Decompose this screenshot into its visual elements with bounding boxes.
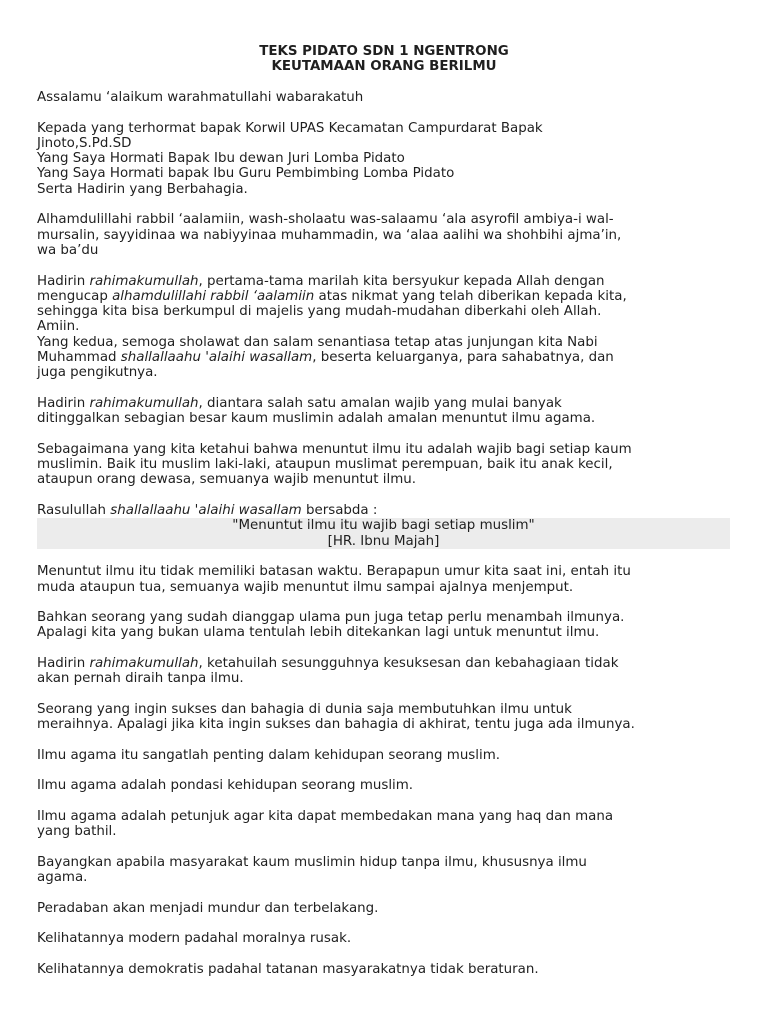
guidance-paragraph: Ilmu agama adalah petunjuk agar kita dapat membedakan mana yang haq dan mana yang bathil.: [37, 808, 614, 840]
addressees-paragraph: Kepada yang terhormat bapak Korwil UPAS Kecamatan Campurdarat Bapak Jinoto,S.Pd.SD Yang Saya Hormati Bapak Ibu dewan Juri Lomba Pidato Yang Saya Hormati bapak Ibu Guru Pembimbing Lomba Pidato Serta Hadirin yang Berbahagia.: [37, 120, 543, 197]
civilization-paragraph: Peradaban akan menjadi mundur dan terbelakang.: [37, 900, 379, 916]
seeking-knowledge-paragraph: Sebagaimana yang kita ketahui bahwa menuntut ilmu itu adalah wajib bagi setiap kaum muslimin. Baik itu muslim laki-laki, ataupun muslimat perempuan, baik itu anak kecil, ataupun orang dewasa, semuanya wajib menuntut ilmu.: [37, 441, 632, 488]
italic-term: rahimakumullah: [89, 395, 199, 411]
foundation-paragraph: Ilmu agama adalah pondasi kehidupan seorang muslim.: [37, 778, 414, 794]
italic-term: shallallaahu 'alaihi wasallam: [110, 503, 302, 519]
success-paragraph: [37, 656, 737, 687]
italic-term: shallallaahu 'alaihi wasallam: [120, 350, 313, 366]
document-body: [37, 90, 737, 993]
importance-paragraph: Ilmu agama itu sangatlah penting dalam kehidupan seorang muslim.: [37, 747, 501, 763]
dunia-akhirat-paragraph: Seorang yang ingin sukses dan bahagia di dunia saja membutuhkan ilmu untuk meraihnya. Apalagi jika kita ingin sukses dan bahagia di akhirat, tentu juga ada ilmunya.: [37, 701, 635, 733]
document-title: TEKS PIDATO SDN 1 NGENTRONG: [259, 44, 509, 59]
hadith-intro-paragraph: [37, 503, 737, 518]
text-span: bersabda :: [301, 503, 378, 519]
text-span: Hadirin: [37, 395, 90, 411]
text-span: Hadirin: [37, 655, 90, 671]
obligation-paragraph: [37, 396, 737, 427]
opening-prayer-paragraph: Alhamdulillahi rabbil ‘aalamiin, wash-sholaatu was-salaamu ‘ala asyrofil ambiya-i wal- mursalin, sayyidinaa wa nabiyyinaa muhammadin, wa ‘alaa aalihi wa shohbihi ajma’in, wa ba’du: [37, 212, 622, 258]
italic-term: rahimakumullah: [89, 273, 199, 289]
no-time-limit-paragraph: Menuntut ilmu itu tidak memiliki batasan waktu. Berapapun umur kita saat ini, entah itu muda ataupun tua, semuanya wajib menuntut ilmu sampai ajalnya menjemput.: [37, 564, 631, 595]
text-span: atas nikmat yang telah diberikan kepada kita, sehingga kita bisa berkumpul di majelis yang mudah-mudahan diberkahi oleh Allah. Amiin. Yang kedua, semoga sholawat dan salam senantiasa tetap atas junjungan kita Nabi Muhammad: [37, 288, 627, 366]
document-subtitle: KEUTAMAAN ORANG BERILMU: [271, 59, 497, 75]
text-span: , beserta keluarganya, para sahabatnya, dan juga pengikutnya.: [37, 350, 614, 381]
hadith-quote-box: [37, 518, 730, 549]
title-block: [0, 44, 768, 75]
text-span: , pertama-tama marilah kita bersyukur kepada Allah dengan mengucap: [37, 273, 605, 304]
text-span: Hadirin: [37, 273, 90, 289]
democratic-paragraph: Kelihatannya demokratis padahal tatanan masyarakatnya tidak beraturan.: [37, 961, 539, 977]
ulama-paragraph: Bahkan seorang yang sudah dianggap ulama pun juga tetap perlu menambah ilmunya. Apalagi kita yang bukan ulama tentulah lebih ditekankan lagi untuk menuntut ilmu.: [37, 610, 625, 641]
imagine-paragraph: Bayangkan apabila masyarakat kaum muslimin hidup tanpa ilmu, khususnya ilmu agama.: [37, 854, 587, 886]
hadith-quote-source: [HR. Ibnu Majah]: [327, 533, 440, 549]
modern-paragraph: Kelihatannya modern padahal moralnya rusak.: [37, 931, 352, 947]
greeting-paragraph: Assalamu ‘alaikum warahmatullahi wabarakatuh: [37, 90, 364, 105]
hadith-quote-text: "Menuntut ilmu itu wajib bagi setiap muslim": [232, 518, 535, 534]
text-span: , diantara salah satu amalan wajib yang mulai banyak ditinggalkan sebagian besar kaum muslimin adalah amalan menuntut ilmu agama.: [37, 395, 596, 427]
italic-term: alhamdulillahi rabbil ‘aalamiin: [112, 288, 315, 304]
text-span: Rasulullah: [37, 503, 111, 519]
gratitude-paragraph: [37, 274, 737, 381]
text-span: , ketahuilah sesungguhnya kesuksesan dan kebahagiaan tidak akan pernah diraih tanpa ilmu.: [37, 655, 619, 687]
italic-term: rahimakumullah: [89, 655, 199, 671]
